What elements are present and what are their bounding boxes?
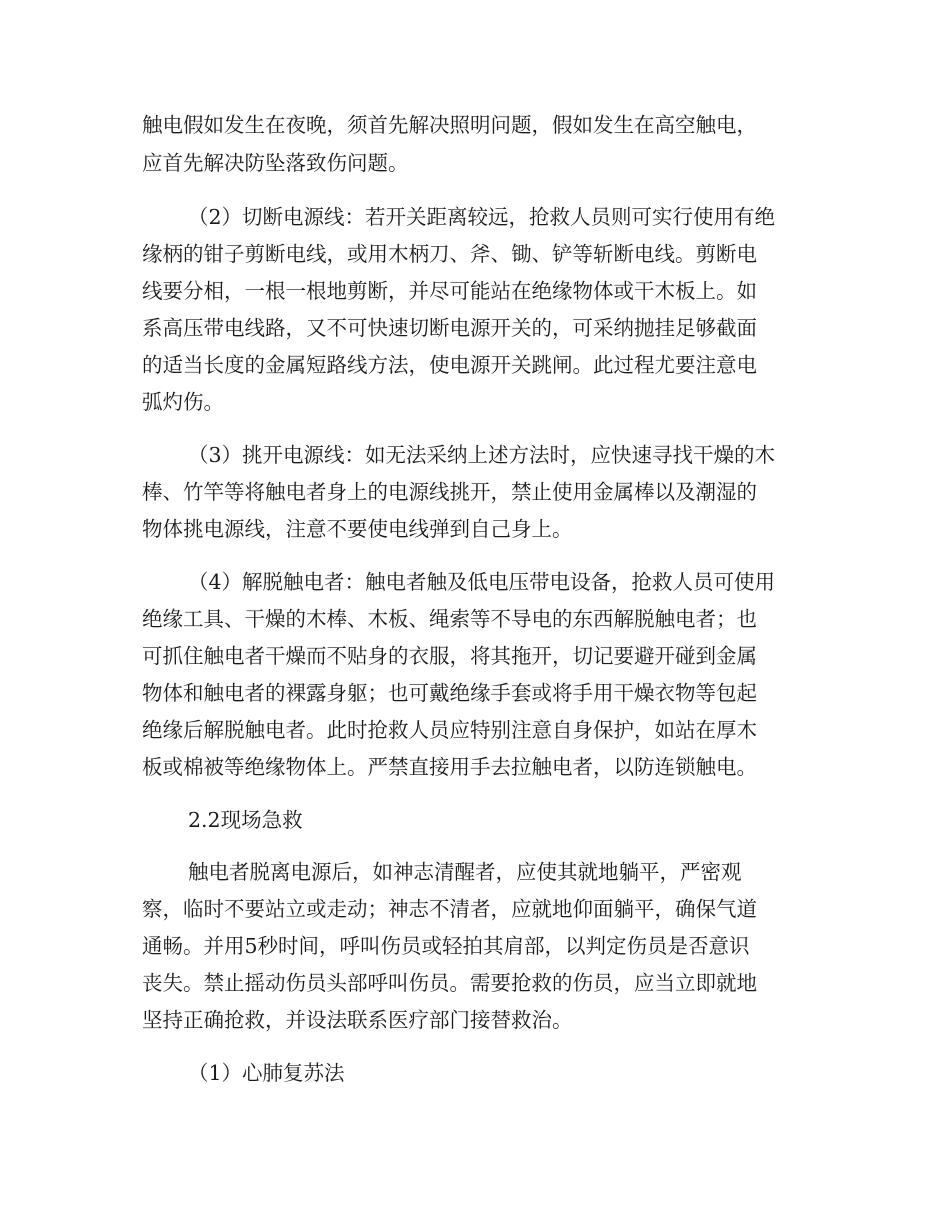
text-line: 察，临时不要站立或走动；神志不清者，应就地仰面躺平，确保气道	[142, 897, 757, 921]
text-line: 绝缘后解脱触电者。此时抢救人员应特别注意自身保护，如站在厚木	[142, 718, 757, 742]
text-line: 可抓住触电者干燥而不贴身的衣服，将其拖开，切记要避开碰到金属	[142, 644, 757, 668]
section-heading: 2.2现场急救	[188, 808, 303, 832]
text-line: 缘柄的钳子剪断电线，或用木柄刀、斧、锄、铲等斩断电线。剪断电	[142, 242, 757, 266]
text-line: 坚持正确抢救，并设法联系医疗部门接替救治。	[142, 1008, 573, 1032]
text-line: 触电者脱离电源后，如神志清醒者，应使其就地躺平，严密观	[188, 860, 742, 884]
text-line: 物体和触电者的裸露身躯；也可戴绝缘手套或将手用干燥衣物等包起	[142, 681, 757, 705]
text-line: 绝缘工具、干燥的木棒、木板、绳索等不导电的东西解脱触电者；也	[142, 607, 757, 631]
text-line: 线要分相，一根一根地剪断，并尽可能站在绝缘物体或干木板上。如	[142, 279, 757, 303]
subsection-heading: （1）心肺复苏法	[188, 1061, 345, 1085]
text-line: 棒、竹竿等将触电者身上的电源线挑开，禁止使用金属棒以及潮湿的	[142, 480, 757, 504]
text-line: 系高压带电线路，又不可快速切断电源开关的，可采纳抛挂足够截面	[142, 316, 757, 340]
text-line: （4）解脱触电者：触电者触及低电压带电设备，抢救人员可使用	[188, 570, 776, 594]
text-line: 板或棉被等绝缘物体上。严禁直接用手去拉触电者，以防连锁触电。	[142, 755, 757, 779]
text-line: （2）切断电源线：若开关距离较远，抢救人员则可实行使用有绝	[188, 205, 776, 229]
text-line: 弧灼伤。	[142, 390, 224, 414]
text-line: 丧失。禁止摇动伤员头部呼叫伤员。需要抢救的伤员，应当立即就地	[142, 971, 757, 995]
text-line: 物体挑电源线，注意不要使电线弹到自己身上。	[142, 517, 573, 541]
text-line: 通畅。并用5秒时间，呼叫伤员或轻拍其肩部，以判定伤员是否意识	[142, 934, 750, 958]
text-line: 触电假如发生在夜晚，须首先解决照明问题，假如发生在高空触电，	[142, 113, 757, 137]
text-line: 的适当长度的金属短路线方法，使电源开关跳闸。此过程尤要注意电	[142, 353, 757, 377]
text-line: 应首先解决防坠落致伤问题。	[142, 151, 409, 175]
text-line: （3）挑开电源线：如无法采纳上述方法时，应快速寻找干燥的木	[188, 443, 776, 467]
